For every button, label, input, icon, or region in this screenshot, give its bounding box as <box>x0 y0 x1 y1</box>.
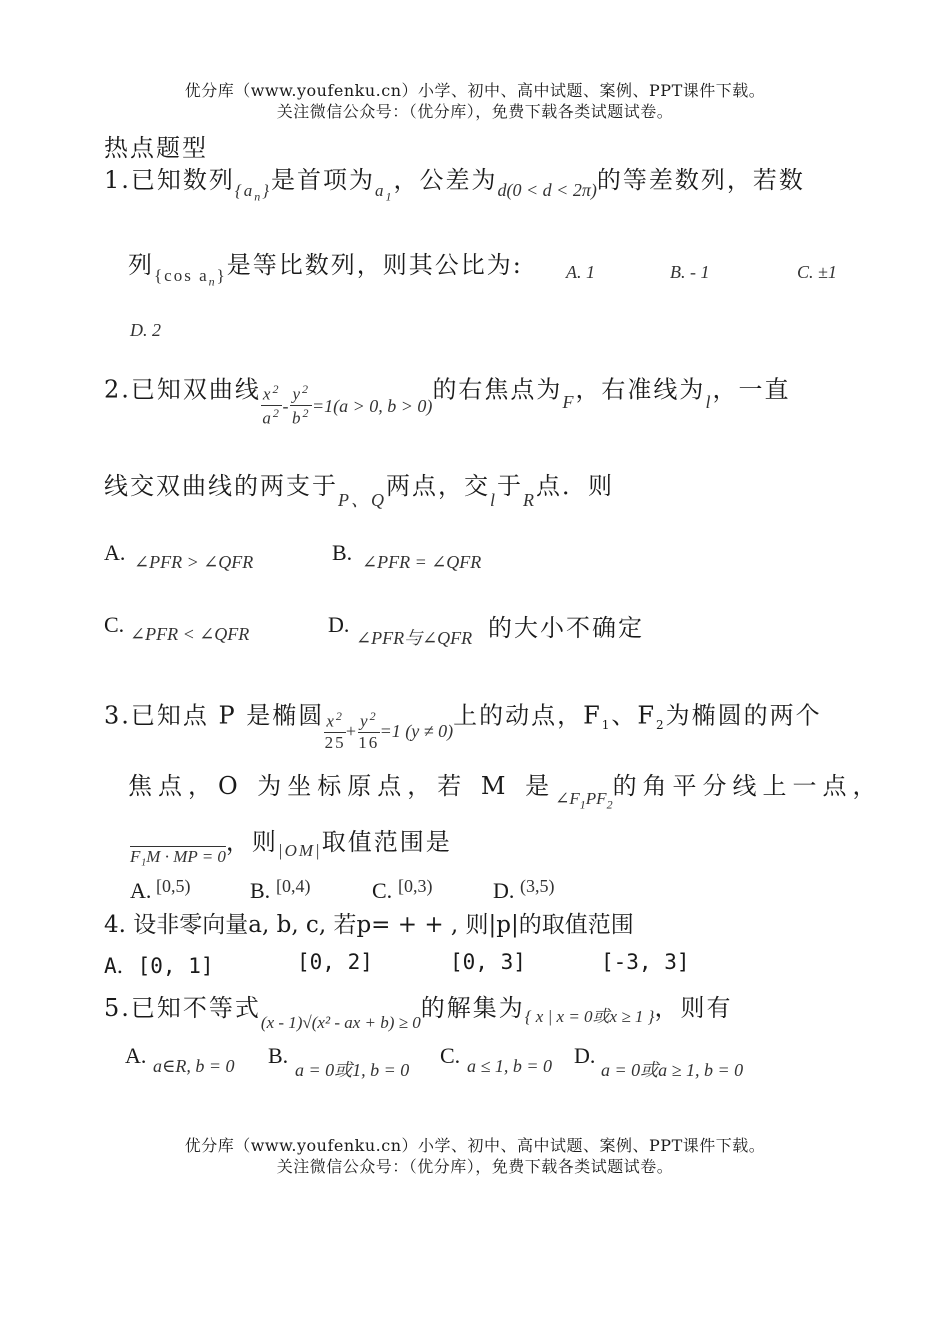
q3-math-om: |OM| <box>277 841 322 860</box>
q1-text-c: ，公差为 <box>393 166 498 194</box>
q1-option-c: C. ±1 <box>797 262 837 282</box>
question-3-line-1 <box>104 695 822 752</box>
q2-text-d: ，一直 <box>712 375 791 404</box>
q3-fraction-y: $\frac{y^2}{16}$ <box>358 709 380 752</box>
q1-option-b: B. - 1 <box>670 262 710 282</box>
q2-minus: - <box>282 395 291 416</box>
q4-option-b: [0, 2] <box>297 950 373 974</box>
q3-option-d-label: D. <box>493 878 515 903</box>
q1-text-d: 的等差数列，若数 <box>596 166 805 194</box>
q3-text-b: 上的动点，F <box>453 701 602 730</box>
q1-math-d: d(0 < d < 2π) <box>497 180 597 200</box>
q2-option-c-label: C. <box>104 612 125 637</box>
question-2-line-1 <box>104 368 791 428</box>
q3-option-a: [0,5) <box>156 876 191 896</box>
q2-math-l: l <box>705 391 713 412</box>
q1-line2-a: 列 <box>128 251 154 279</box>
footer-line-2: 关注微信公众号：（优分库），免费下载各类试题试卷。 <box>276 1157 674 1176</box>
question-number: 5. <box>104 994 131 1022</box>
q2-option-d-label: D. <box>328 612 350 637</box>
q5-option-a: a∈R, b = 0 <box>153 1056 235 1076</box>
q2-condition: =1(a > 0, b > 0) <box>312 395 433 416</box>
q2-text-b: 的右焦点为 <box>432 375 563 404</box>
q3-plus: + <box>345 721 359 742</box>
question-5-line <box>104 988 733 1032</box>
q4-option-d: [-3, 3] <box>601 950 690 974</box>
q1-option-a: A. 1 <box>566 262 595 282</box>
q5-option-d: a = 0或a ≥ 1, b = 0 <box>601 1060 744 1080</box>
q3-text-c: 、F <box>611 701 657 730</box>
q5-option-c-label: C. <box>440 1043 461 1068</box>
q5-option-d-label: D. <box>574 1043 596 1068</box>
q5-option-a-label: A. <box>125 1043 147 1068</box>
question-number: 2. <box>104 375 131 404</box>
q4-option-a: A．[0, 1] <box>104 954 214 978</box>
question-number: 1. <box>104 166 131 194</box>
q5-math-inequality: (x - 1)√(x² - ax + b) ≥ 0 <box>260 1013 421 1032</box>
q3-option-c-label: C. <box>372 878 393 903</box>
q2-option-d: ∠PFR与∠QFR <box>356 628 473 648</box>
q2-line2-a: 线交双曲线的两支于 <box>104 472 338 500</box>
q2-fraction-x: $\frac{x^2}{a^2}$ <box>262 382 281 428</box>
q2-option-b-label: B. <box>332 540 353 565</box>
q1-math-seq: {an} <box>234 181 272 204</box>
q3-option-d: (3,5) <box>520 876 555 896</box>
q3-line3-a: ，则 <box>225 828 278 856</box>
q5-math-set: { x | x = 0或x ≥ 1 } <box>524 1007 655 1026</box>
q2-math-PQ: P、Q <box>338 490 386 510</box>
q2-text-a: 已知双曲线 <box>130 375 261 404</box>
footer-line-1: 优分库（www.youfenku.cn）小学、初中、高中试题、案例、PPT课件下载。 <box>184 1136 766 1155</box>
question-3-line-3 <box>130 822 452 866</box>
q3-text-a: 已知点 P 是椭圆 <box>130 701 325 730</box>
header-line-1: 优分库（www.youfenku.cn）小学、初中、高中试题、案例、PPT课件下载。 <box>184 81 766 100</box>
q2-line2-d: 点．则 <box>536 472 615 500</box>
question-3-line-2 <box>128 766 883 812</box>
q3-option-b-label: B. <box>250 878 271 903</box>
q2-option-c: ∠PFR < ∠QFR <box>130 624 250 644</box>
q1-text-b: 是首项为 <box>271 166 376 194</box>
q2-option-a-label: A. <box>104 540 126 565</box>
q3-option-b: [0,4) <box>276 876 311 896</box>
q2-text-c: ，右准线为 <box>575 375 706 404</box>
q5-text-a: 已知不等式 <box>130 994 261 1022</box>
q2-math-F: F <box>562 391 576 412</box>
q1-math-a1: a1 <box>375 181 394 204</box>
q5-text-c: ，则有 <box>654 994 733 1022</box>
q2-option-a: ∠PFR > ∠QFR <box>134 552 254 572</box>
q5-option-c: a ≤ 1, b = 0 <box>467 1056 553 1076</box>
q2-fraction-y: $\frac{y^2}{b^2}$ <box>291 382 311 428</box>
q3-sub-1: 1 <box>601 718 612 733</box>
q5-text-b: 的解集为 <box>420 994 525 1022</box>
q3-text-d: 为椭圆的两个 <box>665 701 822 730</box>
q3-option-c: [0,3) <box>398 876 433 896</box>
q1-text-a: 已知数列 <box>130 166 235 194</box>
q2-option-b: ∠PFR = ∠QFR <box>362 552 482 572</box>
q2-math-R: R <box>523 490 537 510</box>
q2-line2-b: 两点，交 <box>386 472 490 500</box>
q2-math-l2: l <box>490 490 498 510</box>
question-4-line: 4. 设非零向量a, b, c, 若p= + + , 则|p|的取值范围 <box>104 912 634 938</box>
header-line-2: 关注微信公众号：（优分库），免费下载各类试题试卷。 <box>276 102 674 121</box>
q1-math-cos: {cos an} <box>154 266 227 289</box>
q3-math-vector: F₁M · MP = 0 <box>130 847 226 866</box>
q1-option-d: D. 2 <box>130 320 161 340</box>
q5-option-b-label: B. <box>268 1043 289 1068</box>
q3-math-angle: ∠F1PF2 <box>555 789 613 812</box>
question-2-line-2 <box>104 466 615 510</box>
q4-option-c: [0, 3] <box>450 950 526 974</box>
q3-condition: =1 (y ≠ 0) <box>379 721 454 742</box>
question-1-line-1 <box>104 160 805 204</box>
q3-line2-b: 的角平分线上一点， <box>612 772 883 800</box>
q5-option-b: a = 0或1, b = 0 <box>295 1060 410 1080</box>
q2-option-d-tail: 的大小不确定 <box>488 614 644 642</box>
q3-line2-a: 焦点，O 为坐标原点，若 M 是 <box>128 772 556 800</box>
question-1-line-2 <box>128 245 523 289</box>
q1-line2-b: 是等比数列，则其公比为: <box>226 251 523 279</box>
q3-option-a-label: A. <box>130 878 152 903</box>
q3-line3-b: 取值范围是 <box>321 828 452 856</box>
q3-sub-2: 2 <box>656 718 666 733</box>
question-number: 3. <box>104 701 131 730</box>
q3-fraction-x: $\frac{x^2}{25}$ <box>324 709 346 752</box>
section-title: 热点题型 <box>104 134 208 162</box>
q2-line2-c: 于 <box>497 472 524 500</box>
